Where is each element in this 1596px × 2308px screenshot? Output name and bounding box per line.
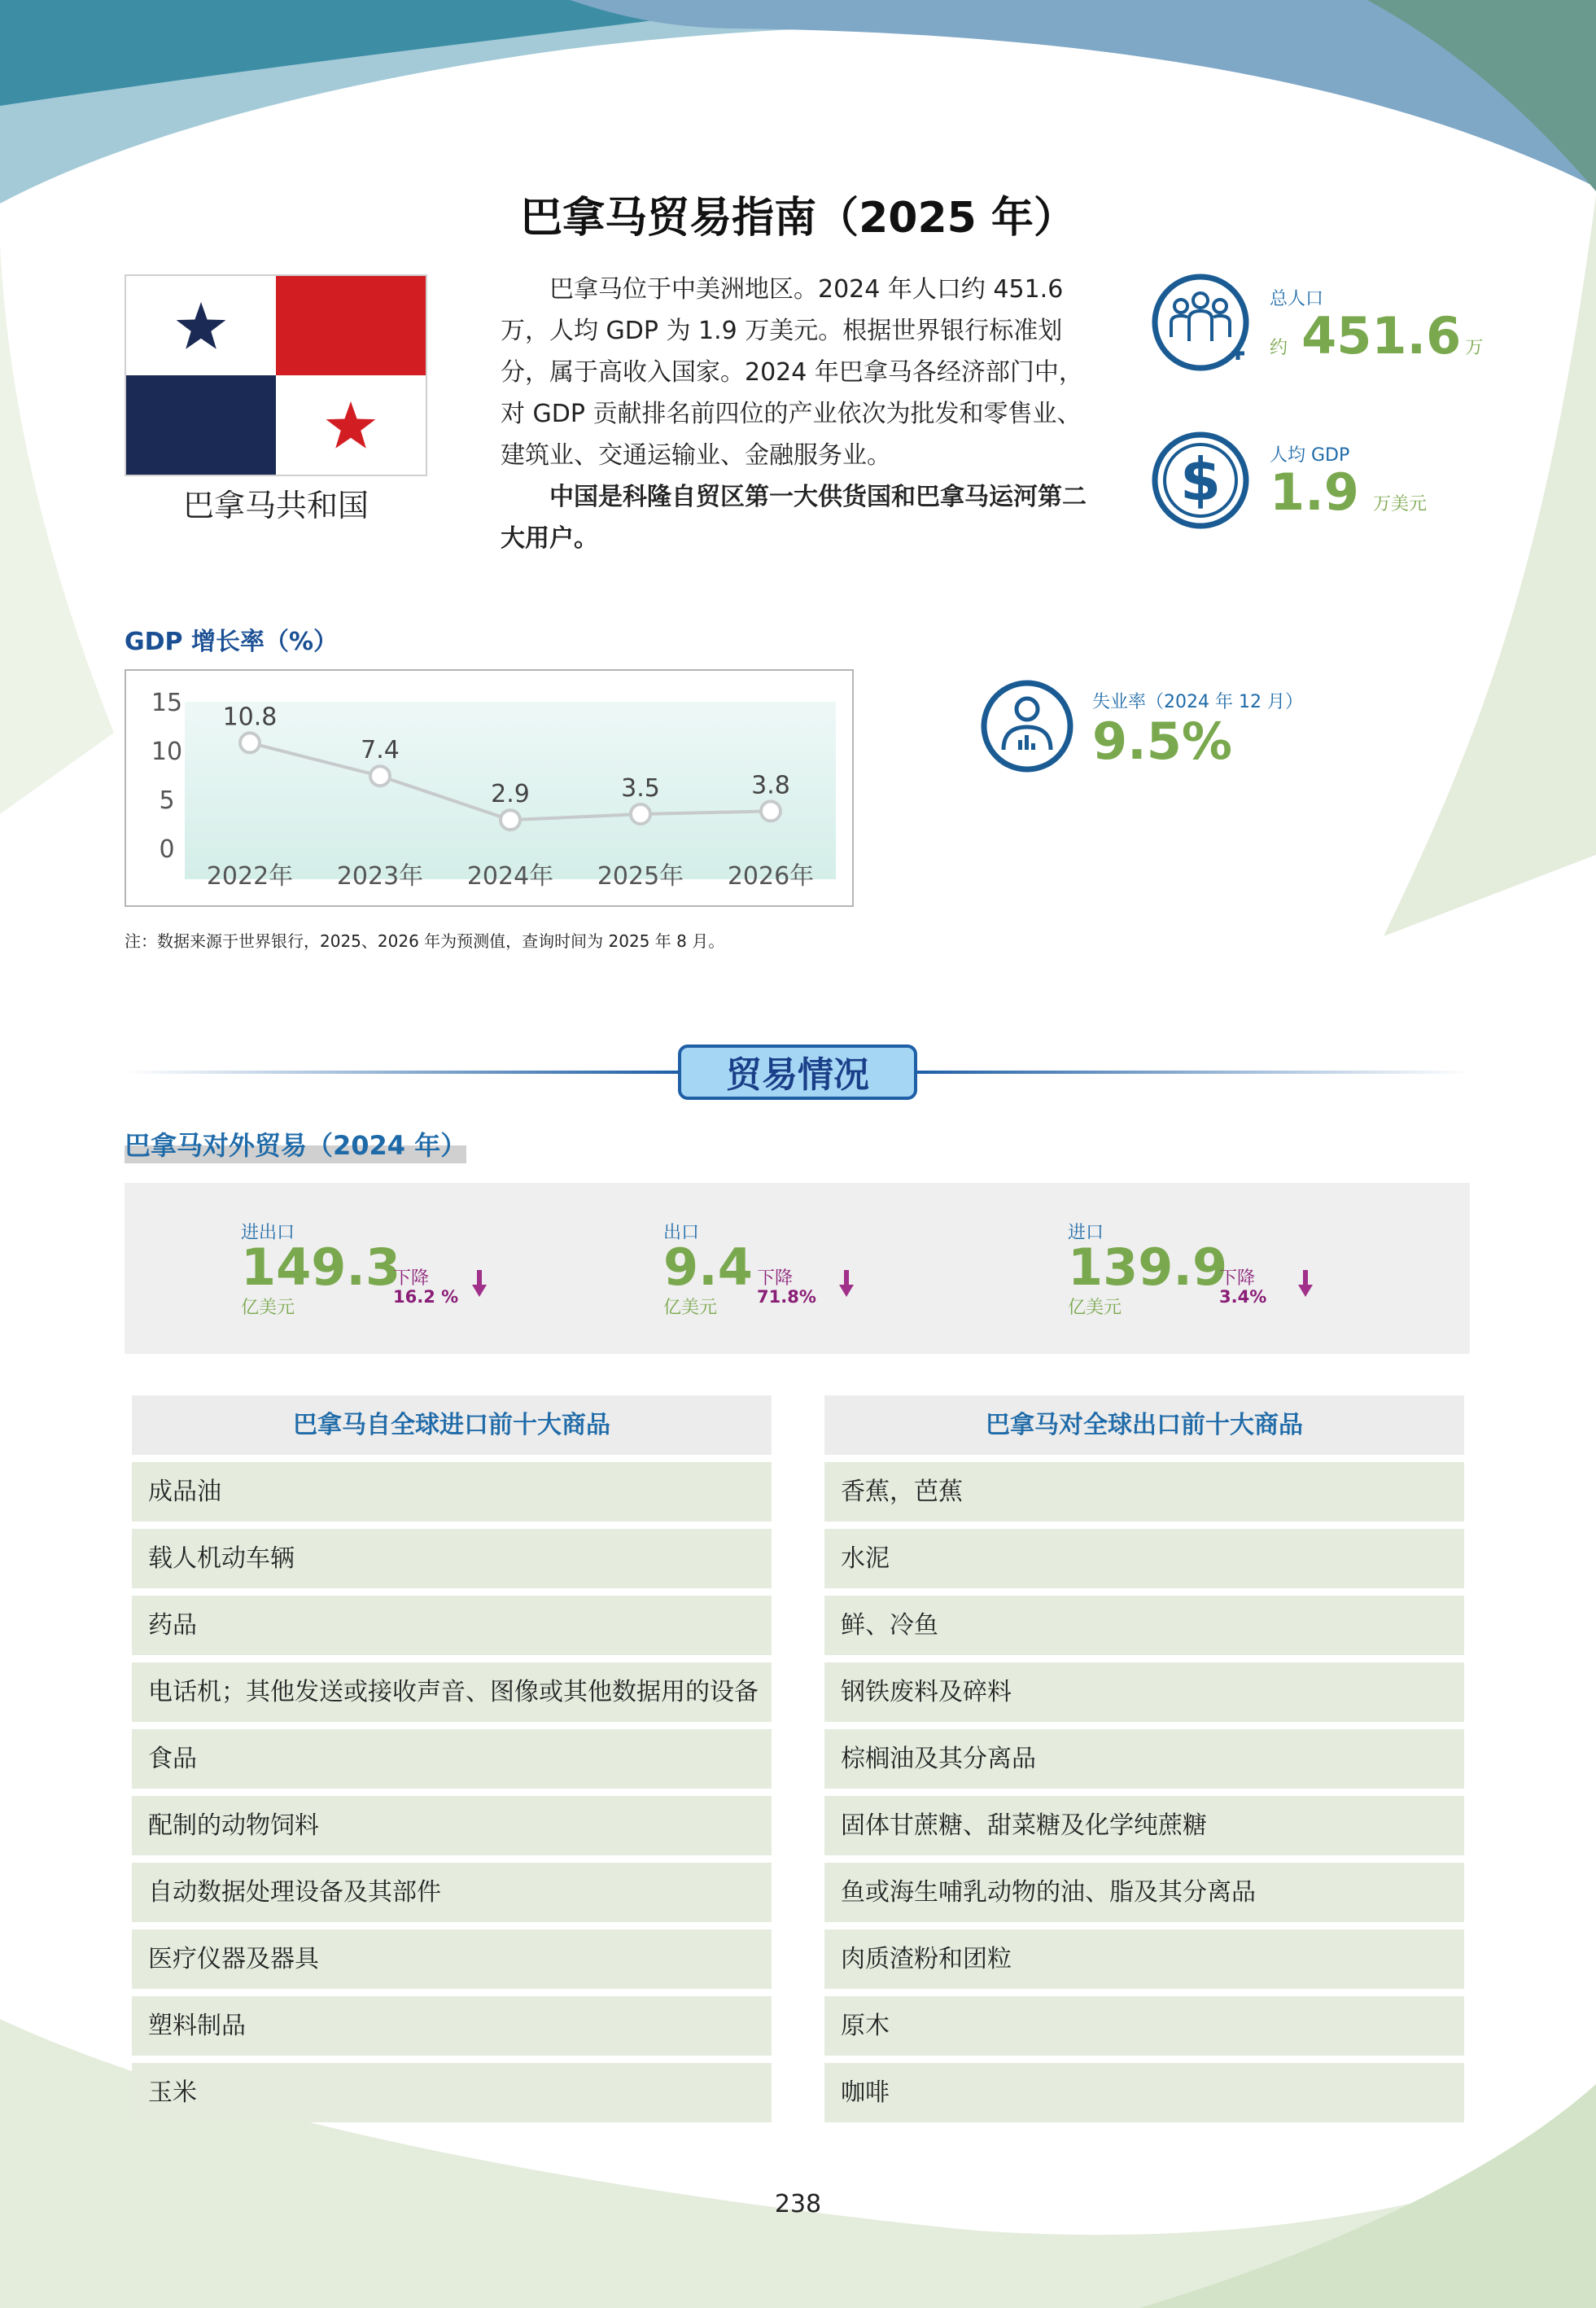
data-label: 10.8 bbox=[222, 703, 278, 732]
x-tick-label: 2023年 bbox=[336, 862, 424, 891]
page-number: 238 bbox=[774, 2190, 822, 2218]
total-trade-change: 16.2 % bbox=[393, 1287, 459, 1307]
down-arrow-icon bbox=[471, 1270, 488, 1301]
section-header-trade: 贸易情况 bbox=[678, 1045, 917, 1100]
imports-change: 3.4% bbox=[1219, 1287, 1267, 1307]
data-point bbox=[240, 733, 260, 752]
list-item: 医疗仪器及器具 bbox=[132, 1929, 772, 1989]
population-value: 451.6 bbox=[1301, 306, 1462, 366]
page-title: 巴拿马贸易指南（2025 年） bbox=[520, 194, 1076, 243]
list-item: 药品 bbox=[132, 1596, 772, 1655]
people-group-icon bbox=[1150, 272, 1253, 378]
total-trade-unit: 亿美元 bbox=[241, 1298, 295, 1318]
population-unit: 万 bbox=[1465, 338, 1484, 358]
imports-value: 139.9 bbox=[1068, 1237, 1228, 1297]
import-top10-list bbox=[132, 1395, 772, 2130]
exports-change-label: 下降 bbox=[757, 1268, 794, 1289]
unemployment-label: 失业率（2024 年 12 月） bbox=[1092, 692, 1303, 712]
list-item: 塑料制品 bbox=[132, 1996, 772, 2056]
exports-change: 71.8% bbox=[757, 1287, 816, 1307]
import-list-title: 巴拿马自全球进口前十大商品 bbox=[132, 1395, 772, 1455]
unemployment-value: 9.5% bbox=[1092, 712, 1232, 771]
data-source-note: 注：数据来源于世界银行，2025、2026 年为预测值，查询时间为 2025 年 8 月。 bbox=[125, 931, 725, 951]
population-stat bbox=[1270, 306, 1484, 366]
x-tick-label: 2024年 bbox=[466, 862, 554, 891]
gdp-per-capita-unit: 万美元 bbox=[1372, 494, 1427, 515]
list-item: 配制的动物饲料 bbox=[132, 1796, 772, 1855]
list-item: 电话机；其他发送或接收声音、图像或其他数据用的设备 bbox=[132, 1662, 772, 1722]
exports-value: 9.4 bbox=[663, 1237, 753, 1297]
list-item: 原木 bbox=[824, 1996, 1464, 2056]
list-item: 棕榈油及其分离品 bbox=[824, 1729, 1464, 1789]
gdp-per-capita-stat bbox=[1270, 462, 1427, 522]
panama-flag bbox=[125, 274, 427, 476]
y-tick-label: 0 bbox=[159, 835, 175, 864]
gdp-per-capita-label: 人均 GDP bbox=[1270, 445, 1350, 466]
y-tick-label: 10 bbox=[151, 738, 183, 766]
total-trade-value: 149.3 bbox=[241, 1237, 401, 1297]
y-tick-label: 15 bbox=[151, 689, 183, 717]
gdp-growth-chart bbox=[125, 669, 854, 907]
data-label: 3.5 bbox=[621, 774, 660, 803]
data-point bbox=[370, 766, 390, 786]
list-item: 香蕉，芭蕉 bbox=[824, 1462, 1464, 1522]
list-item: 咖啡 bbox=[824, 2063, 1464, 2122]
down-arrow-icon bbox=[838, 1270, 855, 1301]
list-item: 水泥 bbox=[824, 1529, 1464, 1588]
imports-label: 进口 bbox=[1068, 1223, 1104, 1243]
data-point bbox=[501, 810, 520, 830]
list-item: 钢铁废料及碎料 bbox=[824, 1662, 1464, 1722]
down-arrow-icon bbox=[1297, 1270, 1314, 1301]
flag-caption: 巴拿马共和国 bbox=[182, 488, 369, 523]
exports-label: 出口 bbox=[663, 1223, 700, 1243]
data-point bbox=[761, 801, 781, 821]
data-label: 7.4 bbox=[361, 736, 400, 765]
export-list-title: 巴拿马对全球出口前十大商品 bbox=[824, 1395, 1464, 1455]
section-divider-left bbox=[125, 1071, 678, 1074]
person-chart-icon bbox=[979, 678, 1075, 777]
intro-highlight: 中国是科隆自贸区第一大供货国和巴拿马运河第二大用户。 bbox=[501, 483, 1087, 553]
total-trade-change-label: 下降 bbox=[393, 1268, 430, 1289]
svg-text:$: $ bbox=[1179, 445, 1222, 514]
x-tick-label: 2026年 bbox=[727, 862, 815, 891]
export-top10-list bbox=[824, 1395, 1464, 2130]
intro-text bbox=[501, 269, 1095, 559]
list-item: 自动数据处理设备及其部件 bbox=[132, 1863, 772, 1922]
list-item: 成品油 bbox=[132, 1462, 772, 1522]
list-item: 食品 bbox=[132, 1729, 772, 1789]
x-tick-label: 2025年 bbox=[597, 862, 684, 891]
data-label: 2.9 bbox=[491, 780, 530, 809]
list-item: 固体甘蔗糖、甜菜糖及化学纯蔗糖 bbox=[824, 1796, 1464, 1855]
list-item: 肉质渣粉和团粒 bbox=[824, 1929, 1464, 1989]
total-trade-label: 进出口 bbox=[241, 1223, 295, 1243]
population-label: 总人口 bbox=[1270, 289, 1324, 309]
data-point bbox=[631, 804, 650, 824]
data-label: 3.8 bbox=[751, 771, 790, 800]
list-item: 鲜、冷鱼 bbox=[824, 1596, 1464, 1655]
dollar-icon bbox=[1150, 430, 1253, 536]
list-item: 鱼或海生哺乳动物的油、脂及其分离品 bbox=[824, 1863, 1464, 1922]
imports-unit: 亿美元 bbox=[1068, 1298, 1122, 1318]
y-tick-label: 5 bbox=[159, 786, 175, 815]
trade-subtitle: 巴拿马对外贸易（2024 年） bbox=[125, 1130, 467, 1161]
population-prefix: 约 bbox=[1270, 338, 1288, 358]
list-item: 玉米 bbox=[132, 2063, 772, 2122]
exports-unit: 亿美元 bbox=[663, 1298, 718, 1318]
section-divider-right bbox=[917, 1071, 1471, 1074]
x-tick-label: 2022年 bbox=[206, 862, 294, 891]
intro-paragraph: 巴拿马位于中美洲地区。2024 年人口约 451.6 万，人均 GDP 为 1.9 万美元。根据世界银行标准划分，属于高收入国家。2024 年巴拿马各经济部门中，对 GDP 贡献排名前四位的产业依次为批发和零售业、建筑业、交通运输业、金融服务业。 bbox=[501, 275, 1083, 470]
gdp-chart-title: GDP 增长率（%） bbox=[125, 628, 339, 656]
list-item: 载人机动车辆 bbox=[132, 1529, 772, 1588]
gdp-per-capita-value: 1.9 bbox=[1270, 462, 1359, 522]
imports-change-label: 下降 bbox=[1219, 1268, 1256, 1289]
